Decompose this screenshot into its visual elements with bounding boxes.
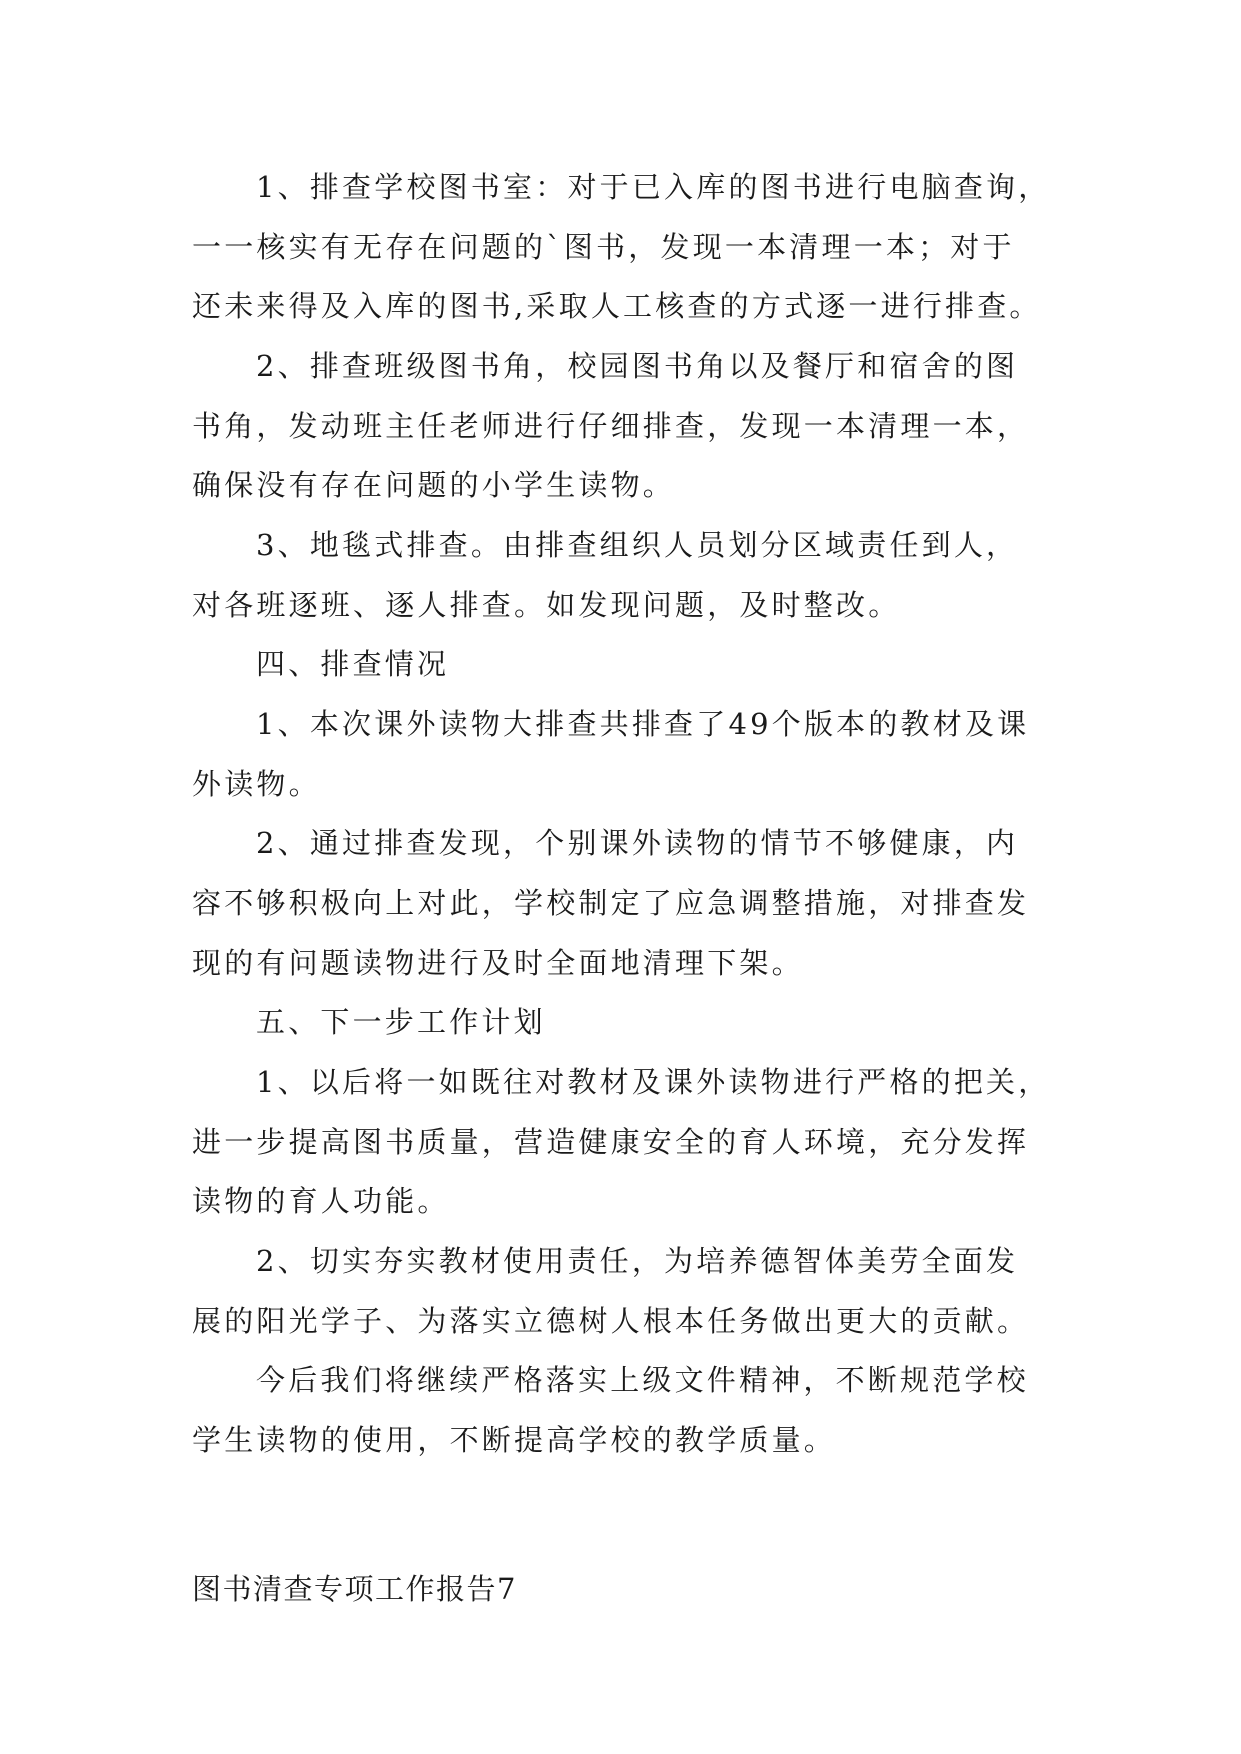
paragraph-7-line-2: 展的阳光学子、为落实立德树人根本任务做出更大的贡献。 — [192, 1304, 1030, 1338]
paragraph-2-line-2: 书角，发动班主任老师进行仔细排查，发现一本清理一本， — [192, 409, 1030, 443]
paragraph-1-line-2: 一一核实有无存在问题的`图书，发现一本清理一本；对于 — [192, 230, 1015, 264]
paragraph-2-line-1: 2、排查班级图书角，校园图书角以及餐厅和宿舍的图 — [256, 349, 1019, 383]
paragraph-4-line-1: 1、本次课外读物大排查共排查了49个版本的教材及课 — [256, 707, 1030, 741]
paragraph-5-line-3: 现的有问题读物进行及时全面地清理下架。 — [192, 946, 804, 980]
section-heading-5: 五、下一步工作计划 — [256, 1005, 546, 1039]
paragraph-3-line-2: 对各班逐班、逐人排查。如发现问题，及时整改。 — [192, 588, 901, 622]
paragraph-1-line-1: 1、排查学校图书室：对于已入库的图书进行电脑查询， — [256, 170, 1051, 204]
next-report-title: 图书清查专项工作报告7 — [192, 1572, 517, 1606]
paragraph-5-line-1: 2、通过排查发现，个别课外读物的情节不够健康，内 — [256, 826, 1019, 860]
paragraph-5-line-2: 容不够积极向上对此，学校制定了应急调整措施，对排查发 — [192, 886, 1030, 920]
paragraph-1-line-3: 还未来得及入库的图书,采取人工核查的方式逐一进行排查。 — [192, 289, 1042, 323]
paragraph-4-line-2: 外读物。 — [192, 767, 321, 801]
paragraph-2-line-3: 确保没有存在问题的小学生读物。 — [192, 468, 676, 502]
paragraph-6-line-3: 读物的育人功能。 — [192, 1184, 450, 1218]
paragraph-7-line-1: 2、切实夯实教材使用责任，为培养德智体美劳全面发 — [256, 1244, 1019, 1278]
paragraph-8-line-2: 学生读物的使用，不断提高学校的教学质量。 — [192, 1423, 837, 1457]
paragraph-6-line-2: 进一步提高图书质量，营造健康安全的育人环境，充分发挥 — [192, 1125, 1030, 1159]
paragraph-8-line-1: 今后我们将继续严格落实上级文件精神，不断规范学校 — [256, 1363, 1029, 1397]
paragraph-3-line-1: 3、地毯式排查。由排查组织人员划分区域责任到人， — [256, 528, 1019, 562]
paragraph-6-line-1: 1、以后将一如既往对教材及课外读物进行严格的把关， — [256, 1065, 1051, 1099]
section-heading-4: 四、排查情况 — [256, 647, 450, 681]
